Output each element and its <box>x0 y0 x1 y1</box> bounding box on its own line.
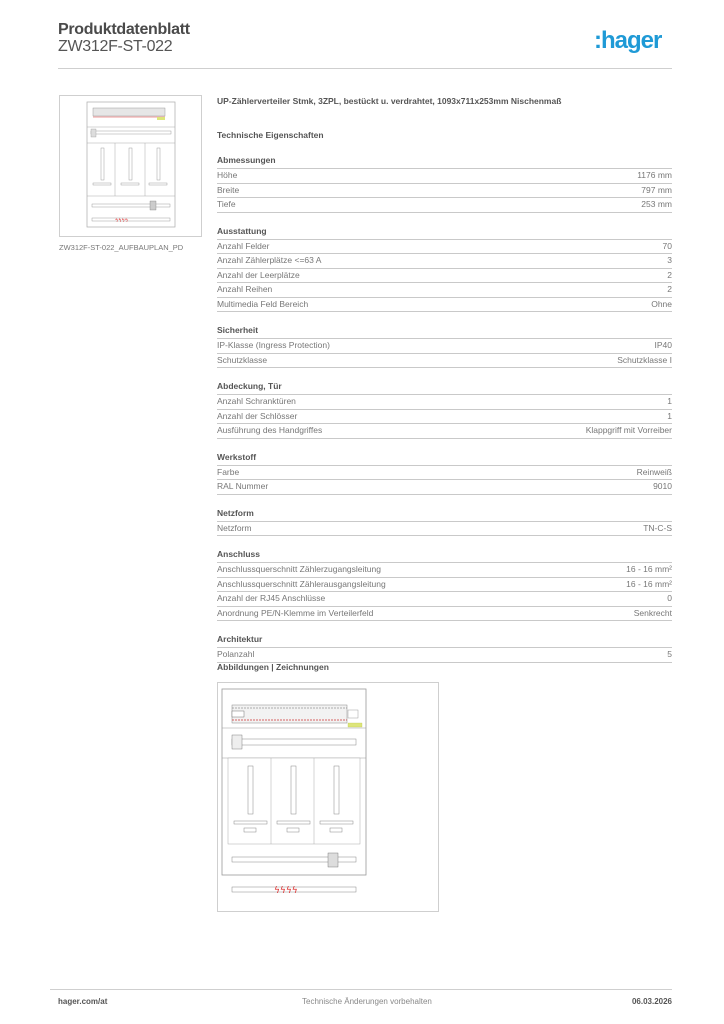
section-title: Werkstoff <box>217 452 672 466</box>
spec-label: Ausführung des Handgriffes <box>217 425 323 435</box>
spec-label: Anzahl der Schlösser <box>217 410 298 421</box>
spec-row <box>217 424 672 439</box>
spec-label: Anzahl Felder <box>217 240 270 251</box>
spec-row <box>217 240 672 255</box>
spec-value: 797 mm <box>641 184 672 195</box>
spec-content <box>217 96 672 663</box>
footer-date: 06.03.2026 <box>631 997 672 1006</box>
spec-label: Farbe <box>217 466 240 477</box>
spec-row <box>217 184 672 199</box>
spec-label: RAL Nummer <box>217 481 269 491</box>
spec-label: Tiefe <box>217 199 236 209</box>
spec-row <box>217 283 672 298</box>
spec-row <box>217 578 672 593</box>
spec-label: Anzahl der RJ45 Anschlüsse <box>217 593 326 603</box>
section-title: Abmessungen <box>217 155 672 169</box>
product-description: UP-Zählerverteiler Stmk, 3ZPL, bestückt u. verdrahtet, 1093x711x253mm Nischenmaß <box>217 96 562 106</box>
spec-row <box>217 339 672 354</box>
spec-row <box>217 607 672 622</box>
spec-label: Anordnung PE/N-Klemme im Verteilerfeld <box>217 607 374 618</box>
figures-title: Abbildungen | Zeichnungen <box>217 662 329 672</box>
section-ausstattung <box>217 226 672 313</box>
section-abdeckung-tuer <box>217 381 672 439</box>
spec-value: Schutzklasse I <box>617 354 672 365</box>
spec-label: Anschlussquerschnitt Zählerzugangsleitung <box>217 564 381 574</box>
hager-logo: :hager <box>594 27 662 54</box>
spec-label: Schutzklasse <box>217 354 268 365</box>
spec-value: 1176 mm <box>637 170 672 180</box>
spec-label: Anzahl der Leerplätze <box>217 269 300 280</box>
spec-value: 0 <box>667 593 672 603</box>
thumbnail-caption: ZW312F-ST-022_AUFBAUPLAN_PD <box>59 243 184 252</box>
spec-row <box>217 466 672 481</box>
section-title: Anschluss <box>217 549 672 563</box>
spec-row <box>217 592 672 607</box>
spec-value: 253 mm <box>641 199 672 209</box>
spec-label: Anzahl Schranktüren <box>217 396 296 406</box>
section-title: Netzform <box>217 508 672 522</box>
spec-value: 1 <box>667 410 672 421</box>
spec-row <box>217 269 672 284</box>
spec-value: IP40 <box>654 340 672 350</box>
spec-row <box>217 522 672 537</box>
spec-value: 16 - 16 mm² <box>626 564 672 574</box>
svg-text:ϟϟϟϟ: ϟϟϟϟ <box>274 886 298 896</box>
spec-row <box>217 648 672 663</box>
spec-value: 5 <box>667 649 672 659</box>
spec-label: Anzahl Reihen <box>217 284 273 294</box>
article-number: ZW312F-ST-022 <box>58 38 173 55</box>
spec-label: Anschlussquerschnitt Zählerausgangsleitung <box>217 578 386 589</box>
section-title: Ausstattung <box>217 226 672 240</box>
spec-row <box>217 480 672 495</box>
svg-text:ϟϟϟϟ: ϟϟϟϟ <box>115 218 129 224</box>
section-architektur <box>217 634 672 663</box>
section-werkstoff <box>217 452 672 495</box>
spec-value: Reinweiß <box>636 466 672 477</box>
section-abmessungen <box>217 155 672 213</box>
spec-row <box>217 410 672 425</box>
footer-website-link[interactable]: hager.com/at <box>58 997 108 1006</box>
spec-value: 16 - 16 mm² <box>626 578 672 589</box>
spec-row <box>217 395 672 410</box>
tech-properties-title: Technische Eigenschaften <box>217 130 324 140</box>
section-netzform <box>217 508 672 537</box>
spec-label: Höhe <box>217 170 238 180</box>
spec-row <box>217 354 672 369</box>
distribution-board-drawing-icon <box>60 96 201 236</box>
spec-value: 2 <box>667 269 672 280</box>
spec-row <box>217 298 672 313</box>
spec-value: 70 <box>662 240 672 251</box>
spec-value: TN-C-S <box>643 522 672 533</box>
spec-row <box>217 198 672 213</box>
spec-value: 1 <box>667 396 672 406</box>
spec-row <box>217 254 672 269</box>
spec-value: 2 <box>667 284 672 294</box>
header-divider <box>58 68 672 69</box>
page-title: Produktdatenblatt <box>58 21 190 38</box>
section-sicherheit <box>217 325 672 368</box>
section-title: Sicherheit <box>217 325 672 339</box>
spec-value: Ohne <box>651 298 672 309</box>
distribution-board-drawing-icon <box>218 683 438 911</box>
section-title: Abdeckung, Tür <box>217 381 672 395</box>
figure-drawing <box>217 682 439 912</box>
spec-row <box>217 169 672 184</box>
spec-label: Breite <box>217 184 240 195</box>
footer-divider <box>50 989 672 990</box>
spec-value: 3 <box>667 255 672 265</box>
spec-label: Multimedia Feld Bereich <box>217 298 309 309</box>
section-title: Architektur <box>217 634 672 648</box>
spec-value: Klappgriff mit Vorreiber <box>585 425 672 435</box>
spec-label: IP-Klasse (Ingress Protection) <box>217 340 330 350</box>
footer-disclaimer: Technische Änderungen vorbehalten <box>302 997 432 1006</box>
spec-label: Polanzahl <box>217 649 255 659</box>
spec-label: Anzahl Zählerplätze <=63 A <box>217 255 322 265</box>
spec-label: Netzform <box>217 522 252 533</box>
product-thumbnail <box>59 95 202 237</box>
spec-value: 9010 <box>653 481 672 491</box>
section-anschluss <box>217 549 672 621</box>
spec-value: Senkrecht <box>633 607 672 618</box>
spec-row <box>217 563 672 578</box>
